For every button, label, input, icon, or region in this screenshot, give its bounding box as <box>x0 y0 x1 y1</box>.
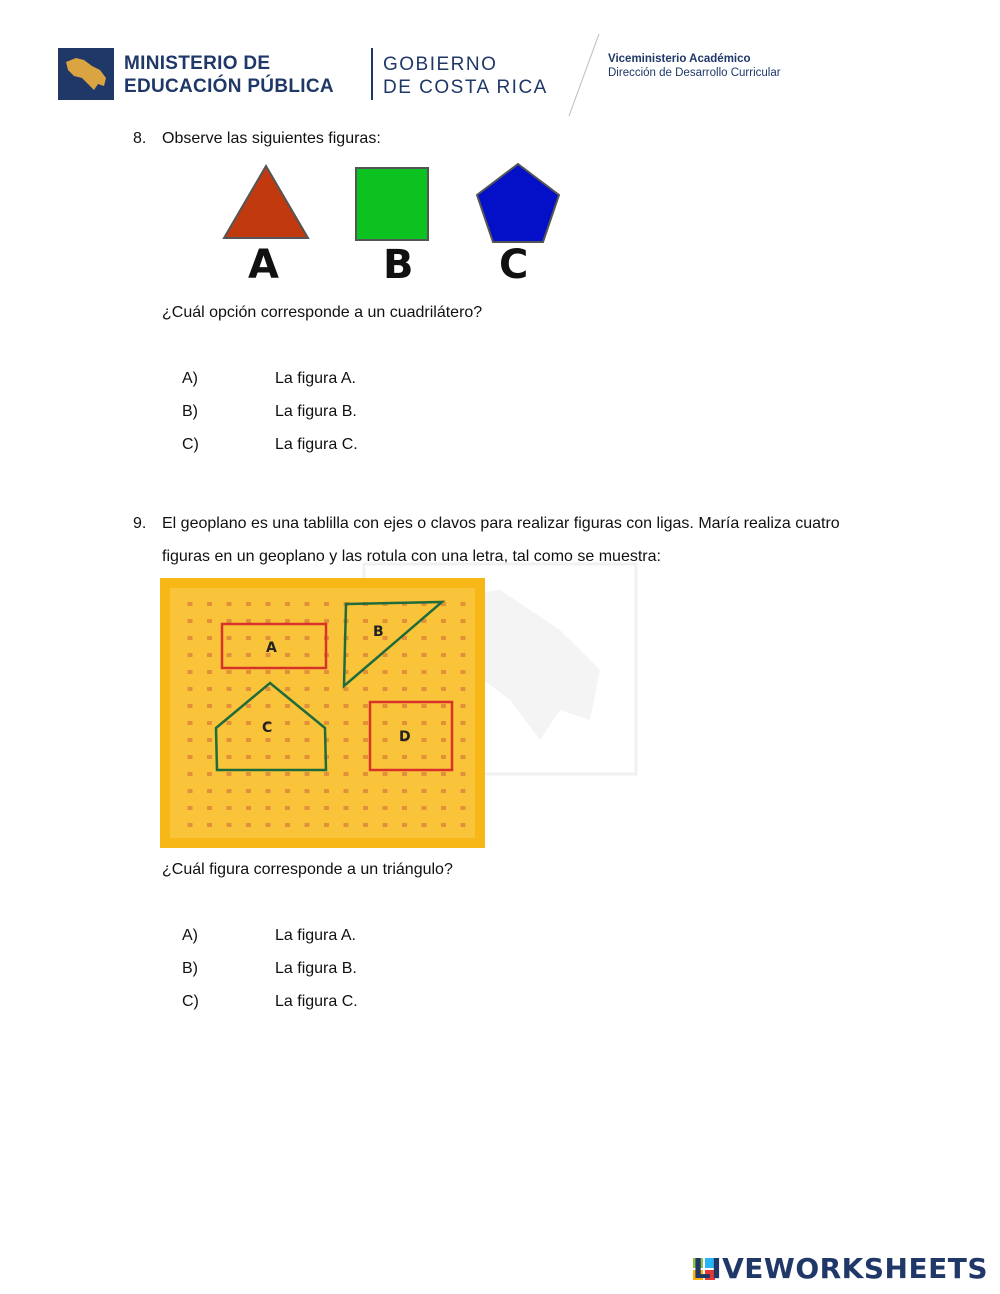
geoboard-label-d: D <box>399 729 411 745</box>
q9-prompt-line2: figuras en un geoplano y las rotula con una letra, tal como se muestra: <box>162 548 661 565</box>
q9-option-a-text[interactable]: La figura A. <box>275 927 356 944</box>
ministry-logo <box>58 48 114 100</box>
q9-option-a-letter[interactable]: A) <box>182 927 198 944</box>
header-slash-divider <box>565 34 605 118</box>
q8-option-b-letter[interactable]: B) <box>182 403 198 420</box>
header-divider <box>371 48 373 100</box>
q9-option-b-text[interactable]: La figura B. <box>275 960 357 977</box>
q9-option-b-letter[interactable]: B) <box>182 960 198 977</box>
ministry-title-line2: EDUCACIÓN PÚBLICA <box>124 76 334 97</box>
ministry-title <box>124 52 334 98</box>
q8-option-a-letter[interactable]: A) <box>182 370 198 387</box>
q8-number: 8. <box>133 130 147 147</box>
figure-label-a: A <box>248 242 279 288</box>
q9-question: ¿Cuál figura corresponde a un triángulo? <box>162 861 453 878</box>
figure-label-b: B <box>383 242 414 288</box>
q8-option-b-text[interactable]: La figura B. <box>275 403 357 420</box>
costa-rica-map-icon <box>58 48 114 100</box>
q9-option-c-text[interactable]: La figura C. <box>275 993 358 1010</box>
triangle-figure <box>224 166 308 238</box>
q8-figures <box>220 160 570 250</box>
q9-prompt-line1: El geoplano es una tablilla con ejes o clavos para realizar figuras con ligas. María realiza cuatro <box>162 515 840 532</box>
q9-number: 9. <box>133 515 147 532</box>
vice-ministry-subtitle: Dirección de Desarrollo Curricular <box>608 67 781 79</box>
vice-ministry-title: Viceministerio Académico <box>608 53 751 65</box>
q8-prompt: Observe las siguientes figuras: <box>162 130 381 147</box>
geoboard-label-a: A <box>266 640 277 656</box>
q8-question: ¿Cuál opción corresponde a un cuadrilátero? <box>162 304 483 321</box>
government-title-line2: DE COSTA RICA <box>383 77 548 98</box>
liveworksheets-brand[interactable]: LIVEWORKSHEETS <box>692 1252 988 1285</box>
pentagon-figure <box>477 164 559 242</box>
q9-option-c-letter[interactable]: C) <box>182 993 199 1010</box>
ministry-title-line1: MINISTERIO DE <box>124 53 271 74</box>
government-title <box>383 53 548 99</box>
square-figure <box>356 168 428 240</box>
q8-option-c-text[interactable]: La figura C. <box>275 436 358 453</box>
q8-option-c-letter[interactable]: C) <box>182 436 199 453</box>
government-title-line1: GOBIERNO <box>383 54 498 75</box>
geoboard-label-b: B <box>373 624 384 640</box>
figure-label-c: C <box>499 242 529 288</box>
geoboard-label-c: C <box>262 720 273 736</box>
q8-option-a-text[interactable]: La figura A. <box>275 370 356 387</box>
geoboard-image <box>160 578 485 848</box>
